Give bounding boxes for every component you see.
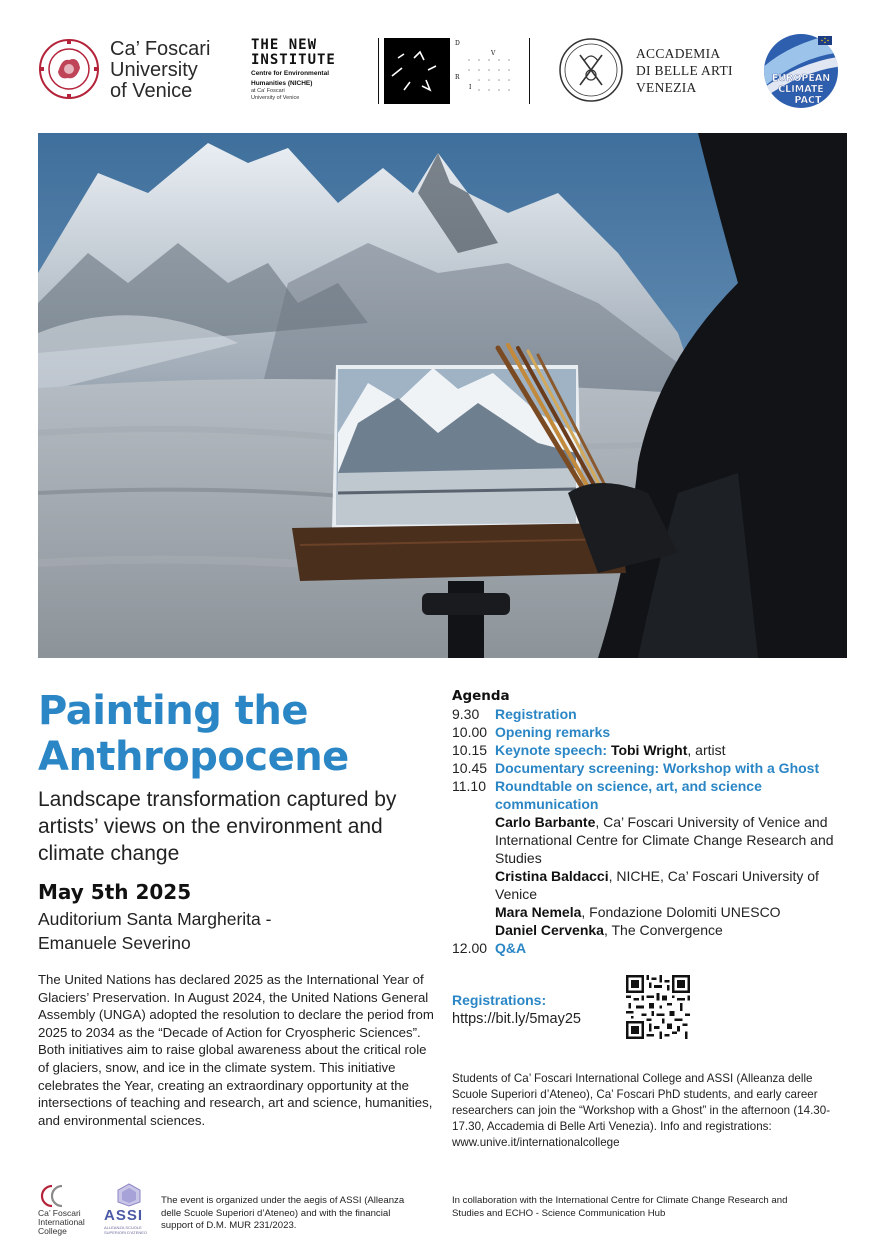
collaboration-note: In collaboration with the International Centre for Climate Change Research and Studies and ECHO - Science Communication Hub [452,1195,788,1219]
agenda-heading: Agenda [452,688,510,704]
agenda-time: 10.00 [452,724,488,740]
dvri-mark-icon [384,38,450,104]
accademia-line3: VENEZIA [636,80,697,95]
accademia-seal-icon [558,37,624,103]
event-description-p2: Both initiatives aim to raise global awareness about the critical role of glaciers, snow, and ice in the climate system. This initiative celebrates the Year, creating an extraordinary opportunity at the intersections of teaching and research, art and science, humanities, and environmental sciences. [38,1042,433,1128]
agenda-time: 11.10 [452,778,486,794]
accademia-line1: ACCADEMIA [636,46,721,61]
organized-note: The event is organized under the aegis of ASSI (Alleanza delle Scuole Superiori d’Ateneo) and with the financial support of D.M. MUR 231/2023. [161,1195,405,1232]
assi-subtitle: ALLEANZA SCUOLE SUPERIORI D’ATENEO [104,1225,148,1235]
assi-mark-icon [114,1183,144,1207]
agenda-item [452,741,852,759]
agenda-item [452,777,852,813]
speaker-name: Daniel Cervenka [495,922,604,938]
agenda-time: 10.45 [452,760,488,776]
new-institute-sub2: Humanities (NICHE) [251,80,313,87]
new-institute-sub3: at Ca’ Foscari [251,88,285,94]
speaker-affiliation: , Ca’ Foscari University of Venice and International Centre for Climate Change Research and Studies [495,814,834,866]
cafoscari-line3: of Venice [110,80,193,102]
speaker-entry [495,903,852,921]
cif-line1: Ca’ Foscari [38,1208,81,1218]
international-college-logo [38,1183,98,1239]
european-climate-pact-logo [758,32,844,110]
international-college-mark-icon [38,1183,78,1209]
hero-photo [38,133,847,658]
dvri-r: R [455,74,460,81]
logo-strip [38,32,848,110]
agenda-label: Registration [495,706,577,722]
speaker-name: Cristina Baldacci [495,868,609,884]
speaker-name: Carlo Barbante [495,814,596,830]
event-title [38,688,418,780]
event-title-line2: Anthropocene [38,734,349,780]
agenda-time: 10.15 [452,742,488,758]
cafoscari-seal-icon [38,38,100,100]
registrations-link[interactable]: https://bit.ly/5may25 [452,1011,581,1027]
cafoscari-logo [38,32,238,110]
event-venue-line1: Auditorium Santa Margherita - [38,909,272,929]
dvri-letter-grid [455,38,525,104]
agenda-label: Documentary screening: Workshop with a Ghost [495,760,820,776]
speaker-name: Mara Nemela [495,904,582,920]
assi-wordmark: ASSI [104,1207,144,1224]
agenda-label: Roundtable on science, art, and science communication [495,778,762,812]
agenda-time: 12.00 [452,940,488,956]
ecp-line3: PACT [794,95,822,106]
speaker-entry [495,921,852,939]
cafoscari-line2: University [110,59,198,81]
speaker-entry [495,867,852,903]
keynote-label: Keynote speech: [495,742,608,758]
cif-line2: International [38,1217,85,1227]
event-subtitle: Landscape transformation captured by artists’ views on the environment and climate change [38,788,397,865]
registrations-label: Registrations: [452,992,547,1008]
assi-logo [104,1183,154,1239]
accademia-line2: DI BELLE ARTI [636,63,733,78]
ecp-line1: EUROPEAN [771,73,831,84]
speaker-affiliation: , NICHE, Ca’ Foscari University of Venice [495,868,819,902]
dvri-v: V [491,50,496,57]
logo-divider [378,38,379,104]
cafoscari-line1: Ca’ Foscari [110,38,211,60]
dvri-d: D [455,40,460,47]
agenda-item [452,939,852,957]
ecp-line2: CLIMATE [778,84,824,95]
agenda-time: 9.30 [452,706,480,722]
mountain-painting-photo [38,133,847,658]
speaker-entry [495,813,852,867]
international-college-wordmark [38,1209,85,1236]
dvri-i: I [469,84,472,91]
cafoscari-wordmark [110,39,210,102]
students-note: Students of Ca’ Foscari International College and ASSI (Alleanza delle Scuole Superiori d’Ateneo), Ca’ Foscari PhD students, and early career researchers can join the “Workshop with a Ghost” in the afternoon (14.30-17.30, Accademia di Belle Arti Venezia). Info and registrations: www.unive.it/internationalcollege [452,1072,831,1149]
event-date: May 5th 2025 [38,880,192,904]
event-description-p1: The United Nations has declared 2025 as the International Year of Glaciers’ Preservation. In August 2024, the United Nations General Assembly (UNGA) adopted the resolution to declare the period from 2025 to 2034 as the “Decade of Action for Cryospheric Sciences”. [38,972,434,1040]
event-description [38,971,438,1129]
agenda-item [452,759,852,777]
new-institute-title2: INSTITUTE [251,52,336,68]
agenda-label: Q&A [495,940,527,956]
new-institute-title1: THE NEW [251,37,318,53]
speaker-affiliation: , The Convergence [603,922,723,938]
agenda-label: Opening remarks [495,724,611,740]
agenda-item [452,723,852,741]
agenda-item [452,705,852,723]
qr-code-icon[interactable] [626,975,690,1039]
accademia-wordmark [636,45,733,96]
speaker-affiliation: , Fondazione Dolomiti UNESCO [581,904,781,920]
new-institute-logo [251,38,366,116]
keynote-speaker: Tobi Wright [610,742,688,758]
new-institute-sub1: Centre for Environmental [251,70,330,77]
event-venue-line2: Emanuele Severino [38,933,191,953]
new-institute-sub4: University of Venice [251,95,300,101]
agenda [452,687,852,957]
event-venue [38,907,418,955]
cif-line3: College [38,1226,67,1236]
event-title-line1: Painting the [38,688,309,734]
keynote-role: , artist [687,742,726,758]
agenda-label [495,741,852,759]
logo-divider [529,38,530,104]
